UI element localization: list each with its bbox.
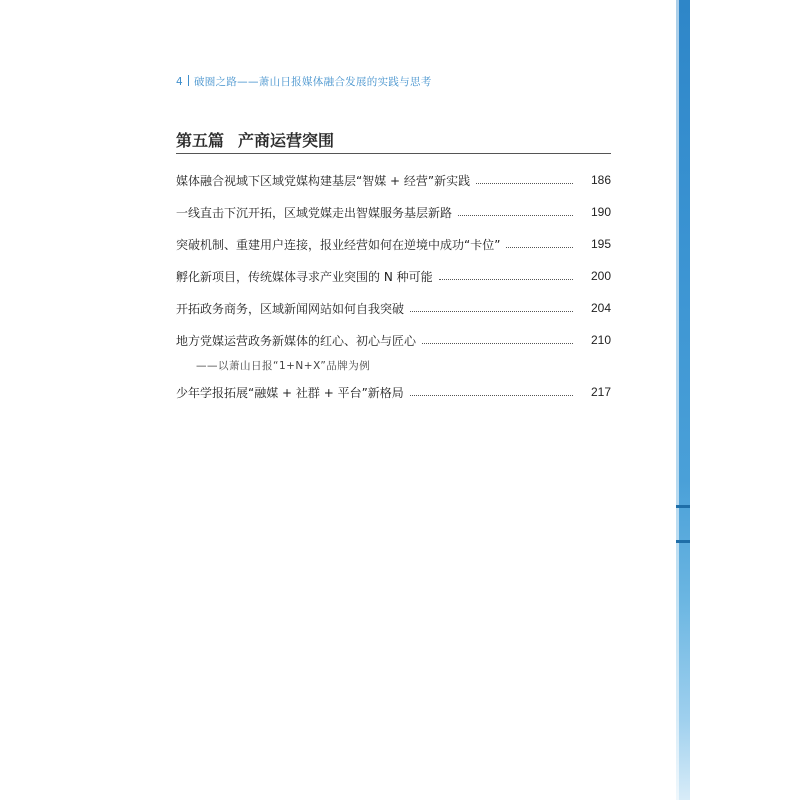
- running-head-separator: [188, 75, 189, 86]
- toc-entry-page: 186: [590, 173, 611, 187]
- toc-dot-leader: [476, 182, 573, 184]
- toc-entry-title: 媒体融合视域下区域党媒构建基层“智媒 + 经营”新实践: [176, 173, 471, 188]
- section-title: 产商运营突围: [238, 131, 335, 150]
- running-head: [176, 74, 432, 89]
- section-divider: [176, 153, 611, 154]
- toc-entry-title: 少年学报拓展“融媒 + 社群 + 平台”新格局: [176, 385, 404, 400]
- toc-entry[interactable]: [176, 299, 611, 317]
- edge-strip-mark: [676, 505, 690, 508]
- toc-entry-title: 一线直击下沉开拓，区域党媒走出智媒服务基层新路: [176, 205, 453, 220]
- page-margin-right: [690, 0, 800, 800]
- running-head-text: 破圈之路——萧山日报媒体融合发展的实践与思考: [193, 76, 432, 88]
- edge-strip-highlight: [676, 0, 679, 800]
- toc-entry-title: 孵化新项目，传统媒体寻求产业突围的 N 种可能: [176, 269, 433, 284]
- running-head-page-number: 4: [176, 76, 183, 88]
- book-edge-strip: [676, 0, 690, 800]
- toc-entry-page: 190: [590, 205, 611, 219]
- toc-entry-page: 195: [590, 237, 611, 251]
- toc-entry-page: 210: [590, 333, 611, 347]
- toc-entry-title: 地方党媒运营政务新媒体的红心、初心与匠心: [176, 333, 417, 348]
- toc-dot-leader: [410, 310, 573, 312]
- toc-entry-page: 204: [590, 301, 611, 315]
- edge-strip-mark: [676, 540, 690, 543]
- toc-dot-leader: [458, 214, 573, 216]
- toc-dot-leader: [439, 278, 573, 280]
- toc-entry-subtitle: ——以萧山日报“1+N+X”品牌为例: [196, 360, 371, 372]
- toc-entry-title: 突破机制、重建用户连接，报业经营如何在逆境中成功“卡位”: [176, 237, 501, 252]
- toc-entry-page: 200: [590, 269, 611, 283]
- toc-entry[interactable]: [176, 331, 611, 349]
- toc-entry[interactable]: [176, 235, 611, 253]
- toc-entry[interactable]: [176, 171, 611, 189]
- toc-entry-page: 217: [590, 385, 611, 399]
- toc-entry[interactable]: [176, 203, 611, 221]
- section-heading: [176, 128, 334, 151]
- toc-dot-leader: [422, 342, 573, 344]
- toc-entry[interactable]: [176, 383, 611, 401]
- toc-dot-leader: [410, 394, 573, 396]
- section-part-label: 第五篇: [176, 131, 225, 150]
- toc-dot-leader: [506, 246, 573, 248]
- toc-entry[interactable]: [176, 267, 611, 285]
- toc-entry-title: 开拓政务商务，区域新闻网站如何自我突破: [176, 301, 405, 316]
